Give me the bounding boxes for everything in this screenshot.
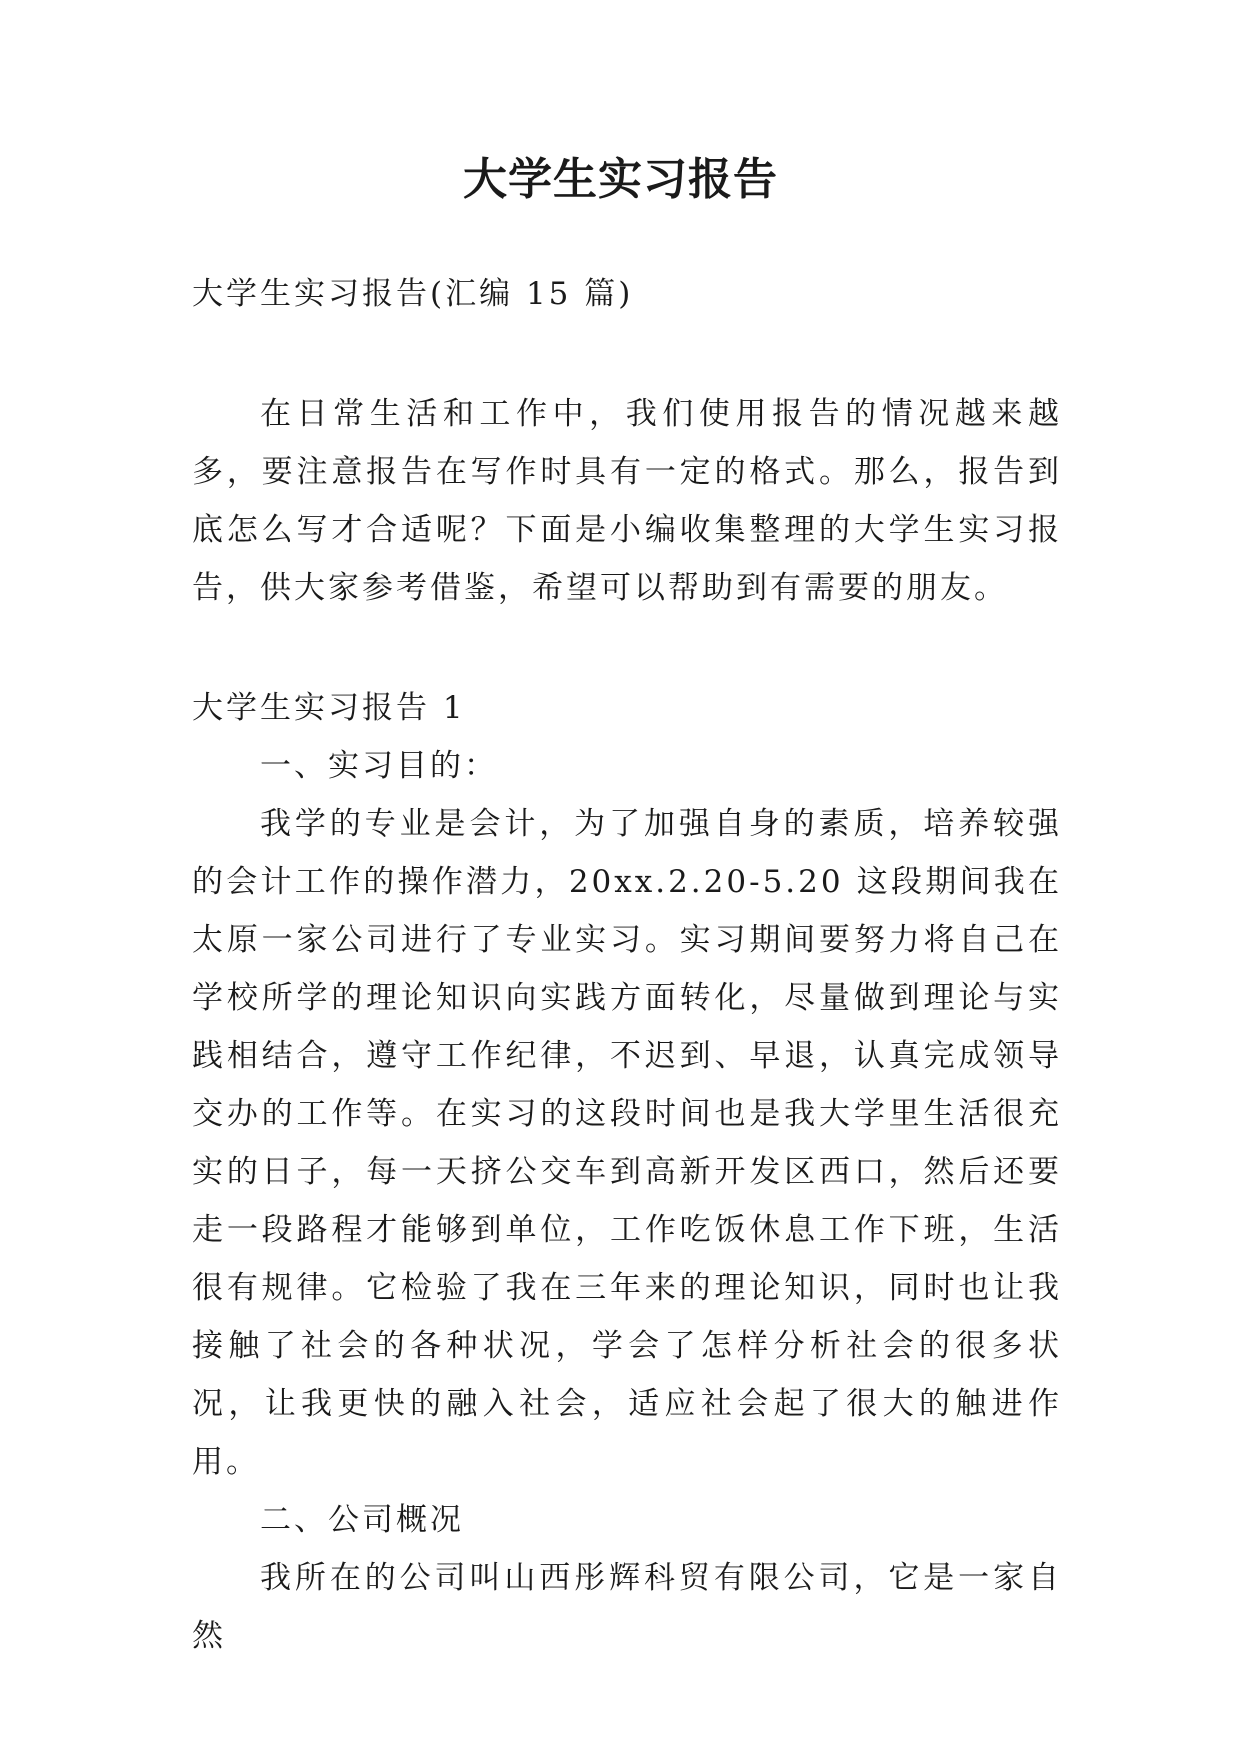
section-title: 大学生实习报告 1: [192, 690, 466, 726]
document-title: 大学生实习报告: [463, 154, 778, 205]
heading-internship-purpose: 一、实习目的：: [260, 748, 498, 784]
document-body: [192, 265, 1062, 1665]
paragraph-company-overview: 我所在的公司叫山西彤辉科贸有限公司，它是一家自然: [192, 1560, 1062, 1654]
heading-company-overview: 二、公司概况: [260, 1502, 464, 1538]
paragraph-internship-purpose: 我学的专业是会计，为了加强自身的素质，培养较强的会计工作的操作潜力，20xx.2.20-5.20 这段期间我在太原一家公司进行了专业实习。实习期间要努力将自己在学校所学的理论知识向实践方面转化，尽量做到理论与实践相结合，遵守工作纪律，不迟到、早退，认真完成领导交办的工作等。在实习的这段时间也是我大学里生活很充实的日子，每一天挤公交车到高新开发区西口，然后还要走一段路程才能够到单位，工作吃饭休息工作下班，生活很有规律。它检验了我在三年来的理论知识，同时也让我接触了社会的各种状况，学会了怎样分析社会的很多状况，让我更快的融入社会，适应社会起了很大的触进作用。: [192, 806, 1062, 1480]
intro-paragraph: 在日常生活和工作中，我们使用报告的情况越来越多，要注意报告在写作时具有一定的格式。那么，报告到底怎么写才合适呢？下面是小编收集整理的大学生实习报告，供大家参考借鉴，希望可以帮助到有需要的朋友。: [192, 396, 1062, 606]
document-subtitle: 大学生实习报告(汇编 15 篇): [192, 276, 634, 312]
